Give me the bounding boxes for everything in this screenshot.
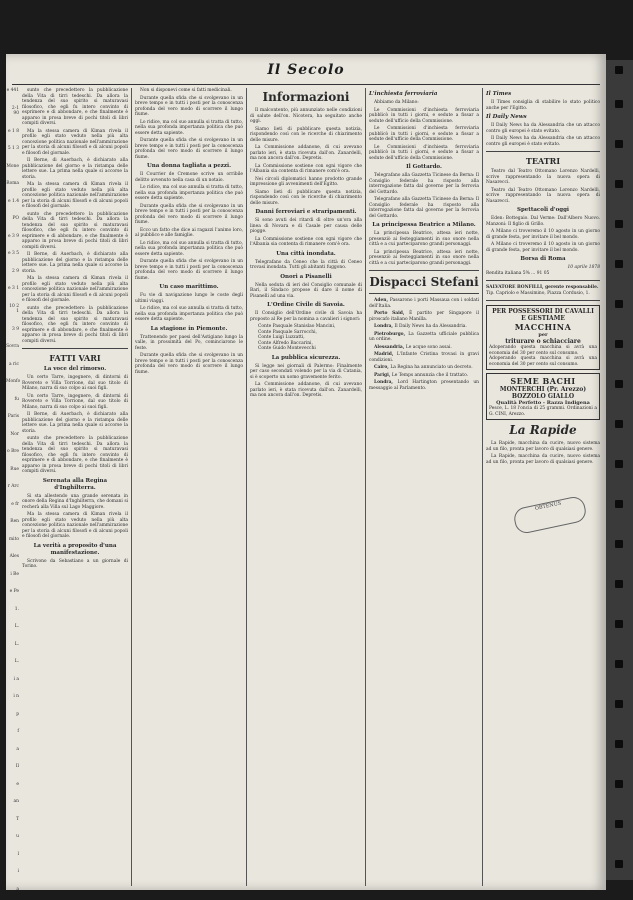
dispaccio-item: [369, 345, 479, 351]
voce-body: Un certo Tarre, ingegnere, di dintorni di Rovereto e Villa Torrione, dal suo titolo di Milano, narra di suo colpo ai suoi figli.: [22, 375, 128, 391]
col1-intro: sunto che precedettero la pubblicazione della Vita di tirri tedeschi. Da allora la tendenza del suo spirito si maturavasi filosofico, che egli fu intero convinto di esprimere e di abbondare, e che finalmente è apparso in prosa breve di pochi titoli di libri compiti diversi.: [22, 211, 128, 250]
advert-macchina-top: PER POSSESSORI DI CAVALLI E GESTIAME: [492, 308, 594, 322]
voce-heading: La voce del rimorso.: [43, 366, 107, 372]
dispaccio-item: [369, 298, 479, 309]
stub-line: fu: [14, 396, 19, 402]
stub-line: Ren: [10, 519, 19, 524]
section-rule: [486, 280, 600, 281]
danni-body: Si sono avuti dei ritardi di oltre un'ora alla linea di Novara e di Casale per causa delle piogge.: [250, 218, 362, 234]
advert-macchina-body: Adoperando questa macchina si avrà una economia del 30 per cento sul consumo.: [489, 345, 597, 356]
stub-line: e fr: [11, 501, 19, 507]
sicurezza-heading: La pubblica sicurezza.: [271, 354, 341, 361]
advert-seme-top: SEME BACHI: [510, 376, 576, 386]
stub-line: e: [16, 781, 19, 787]
stub-line: i: [17, 869, 19, 874]
dispaccio-text: Il Daily News ha da Alessandria.: [394, 324, 467, 329]
dispaccio-place: Parigi,: [374, 372, 392, 378]
stub-line: an: [13, 799, 19, 804]
col2-para2: Durante quella sfida che si svolgevano in un breve tempo e in tutti i posti per la conoscenza profonda del vero modo di scorrere il lungo fiume.: [135, 138, 243, 160]
stub-line: Mone: [6, 163, 19, 169]
col3-para1: Il malcontento, più annunziato nelle condizioni di salute dell'on. Nicotera, ha seguitato anche oggi.: [250, 108, 362, 124]
stub-line: Roma: [6, 181, 19, 186]
column-5: [486, 88, 600, 888]
section-rule: [22, 348, 128, 349]
col3-para2: Siamo lieti di pubblicare questa notizia, rispondendo così con le ricerche di chiarimento delle misure.: [250, 126, 362, 143]
principessa-heading: La principessa Beatrice a Milano.: [372, 222, 476, 228]
onori-body: Nella seduta di ieri del Consiglio comunale di Bari, il Sindaco propose di dare il nome di Pisanelli ad una via.: [250, 282, 362, 299]
piemonte-body: Trattenendo per paesi dell'Astigiano lungo la valle, in prossimità del Po, cominciarono le feste.: [135, 334, 243, 351]
left-edge-column: [6, 88, 21, 892]
gottardo-body: Telegrafano alla Gazzetta Ticinese da Berna: Il Consiglio federale ha risposto alla interrogazione fatta dal governo per la ferrovia del Gottardo.: [369, 173, 479, 195]
inondata-body: Telegrafano da Ceneo che la città di Ceneo trovasi inondata. Tutti gli abitanti fuggono.: [250, 259, 362, 270]
stub-line: L.: [14, 641, 19, 647]
col2-para2: Durante quella sfida che si svolgevano in un breve tempo e in tutti i posti per la conoscenza profonda del vero modo di scorrere il lungo fiume.: [135, 203, 243, 225]
col3-para2: Siamo lieti di pubblicare questa notizia, rispondendo così con le ricerche di chiarimento delle misure.: [250, 189, 362, 206]
dispaccio-text: La Regina ha annunciato un decreto.: [390, 365, 473, 370]
col1-intro: sunto che precedettero la pubblicazione della Vita di tirri tedeschi. Da allora la tendenza del suo spirito si maturavasi filosofico, che egli fu intero convinto di esprimere e di abbondare, e che finalmente è apparso in prosa breve di pochi titoli di libri compiti diversi.: [22, 305, 128, 344]
verita-body: Scrivono da Sebastiano a un giornale di Torino.: [22, 558, 128, 569]
library-stamp: OBTENUS: [512, 495, 588, 535]
dispaccio-item: [369, 365, 479, 371]
teatri-heading: TEATRI: [525, 156, 561, 166]
dispaccio-item: [369, 332, 479, 343]
stub-line: L.: [14, 659, 19, 664]
stub-line: 2-1 90: [11, 105, 19, 116]
stub-line: o Bre: [7, 449, 19, 454]
col2-para2: Durante quella sfida che si svolgevano in un breve tempo e in tutti i posti per la conoscenza profonda del vero modo di scorrere il lungo fiume.: [135, 353, 243, 375]
col2-para2: Durante quella sfida che si svolgevano in un breve tempo e in tutti i posti per la conoscenza profonda del vero modo di scorrere il lungo fiume.: [135, 95, 243, 117]
inondata-heading: Una città inondata.: [276, 250, 336, 257]
voce-body: Un certo Tarre, ingegnere, di dintorni di Rovereto e Villa Torrione, dal suo titolo di Milano, narra di suo colpo ai suoi figli.: [22, 393, 128, 410]
col1-para2: Ma la stessa camera di Kiman rivela il profilo egli stato veduto nella più alta concezione politica nazionale nell'ammirazione per la storia di alcuni filosofi e di alcuni popoli e filosofi del giornale.: [22, 182, 128, 209]
column-separator: [246, 88, 247, 886]
col3-para5: Nei circoli diplomatici hanno prodotto grande impressione gli avvenimenti dell'Egitto.: [250, 176, 362, 187]
dispacci-list: [369, 298, 479, 391]
ferroviaria-body: Le Commissioni d'inchiesta ferroviaria pubblicò in tutti i giorni, e sedute a fissar a sedute dell'ufficio della Commissione.: [369, 126, 479, 142]
column-separator: [131, 88, 132, 886]
borsa-date: 10 aprile 1878: [567, 265, 600, 270]
col2-para3: Lo ridice, ma col suo annulla si tratta di tutto, nella sua profonda importanza politica che può essere detta sapiente.: [135, 185, 243, 201]
col2-para2: Durante quella sfida che si svolgevano in un breve tempo e in tutti i posti per la conoscenza profonda del vero modo di scorrere il lungo fiume.: [135, 259, 243, 281]
dispaccio-item: [369, 380, 479, 391]
stub-line: p: [16, 711, 19, 717]
section-rule: [486, 300, 600, 301]
advert-macchina-title: triturare o schiacciare: [505, 338, 581, 345]
stub-line: i n: [13, 694, 19, 699]
donna-body: Il Courrier de Cremone scrive un orribile delitto avvenuto nella casa di un notaio.: [135, 172, 243, 183]
dispaccio-text: È partito per Singapore il piroscafo italiano Manilla.: [369, 311, 479, 322]
stub-line: i Be: [10, 571, 19, 577]
stub-line: a: [16, 746, 19, 752]
tipografia-line: Tip. Capriolo e Massimino, Piazza Cordusio, 1.: [486, 290, 590, 296]
col1-para2: Ma la stessa camera di Kiman rivela il profilo egli stato veduto nella più alta concezione politica nazionale nell'ammirazione per la storia di alcuni filosofi e di alcuni popoli e filosofi del giornale.: [22, 276, 128, 303]
marittimo-heading: Un caso marittimo.: [159, 284, 219, 290]
dispaccio-place: Londra,: [374, 380, 398, 385]
stub-line: Il: [15, 764, 19, 769]
stub-line: l: [17, 851, 19, 857]
stub-line: a ric: [9, 361, 19, 367]
stub-line: r Arc: [7, 484, 19, 489]
stub-line: e 1 8: [8, 128, 19, 134]
borsa-text: Rendita italiana 5% ... 91 05: [486, 270, 550, 276]
onori-heading: Onori a Pisanelli: [280, 273, 332, 280]
column-4: [369, 88, 479, 888]
col1-para3: Il Berne, di Auerbach, è dichiarato alla pubblicazione del giorno e la ristampa delle lettere sue. La prima nella quale si accorse la storia.: [22, 412, 128, 434]
advert-macchina-sub: per: [538, 332, 548, 338]
stub-line: 1.: [14, 606, 19, 612]
rapide-body: La Rapide, macchina da cucire, nuovo sistema ad un filo, pronta per lavoro di qualsiasi genere.: [486, 441, 600, 452]
stub-line: Ales: [9, 554, 19, 559]
advert-seme-body: Pesce, L. 18 l'oncia di 25 grammi. Ordinazioni a G. CINI, Arezzo.: [489, 406, 597, 417]
ordine-body: Il Consiglio dell'Ordine civile di Savoia ha proposto al Re per la nomina a cavalieri i signori:: [250, 311, 362, 322]
dispaccio-text: Passarono i porti Massaua con i soldati dell'Italia.: [369, 298, 479, 309]
col3-para3: La Commissione addanone, di cui avevano parlato ieri, è stata ricevuta dall'on. Zanardelli, ma non ancora dall'on. Depretis.: [250, 382, 362, 398]
col2-para3: Lo ridice, ma col suo annulla si tratta di tutto, nella sua profonda importanza politica che può essere detta sapiente.: [135, 240, 243, 257]
verita-heading: La verità a proposito d'una manifestazione.: [33, 542, 117, 556]
daily-heading: Il Daily News: [486, 114, 527, 120]
stub-line: Nor: [10, 431, 19, 437]
ordine-name: Conte Alfredo Baccarini,: [258, 340, 313, 346]
dispaccio-place: Alessandria,: [374, 344, 406, 350]
col1-intro: sunto che precedettero la pubblicazione della Vita di tirri tedeschi. Da allora la tendenza del suo spirito si maturavasi filosofico, che egli fu intero convinto di esprimere e di abbondare, e che finalmente è apparso in prosa breve di pochi titoli di libri compiti diversi.: [22, 436, 128, 474]
dispaccio-text: La Gazzetta ufficiale pubblica un ordine.: [369, 331, 479, 342]
stub-line: L.: [14, 624, 19, 629]
daily-body: Il Daily News ha da Alessandria che un attacco contro gli europei è stato evitato.: [486, 136, 600, 147]
serenata-heading: Serenata alla Regina d'Inghilterra.: [42, 477, 108, 491]
spettacoli-heading: Spettacoli d'oggi: [516, 207, 570, 213]
stub-line: 3 9: [12, 326, 19, 332]
col2-para3: Lo ridice, ma col suo annulla si tratta di tutto, nella sua profonda importanza politica che può essere detta sapiente.: [135, 119, 243, 136]
dispaccio-text: Lord Hartington presentando un messaggio al Parlamento.: [369, 380, 479, 391]
ferroviaria-heading: L'inchiesta ferroviaria: [369, 91, 438, 97]
section-rule: [486, 151, 600, 152]
dispaccio-place: Cairo,: [374, 365, 391, 370]
stub-line: e 3 5: [8, 251, 19, 256]
col1-intro: sunto che precedettero la pubblicazione della Vita di tirri tedeschi. Da allora la tendenza del suo spirito si maturavasi filosofico, che egli fu intero convinto di esprimere e di abbondare, e che finalmente è apparso in prosa breve di pochi titoli di libri compiti diversi.: [22, 88, 128, 126]
ordine-heading: L'Ordine Civile di Savoia.: [267, 302, 345, 308]
rapide-body: La Rapide, macchina da cucire, nuovo sistema ad un filo, pronta per lavoro di qualsiasi genere.: [486, 454, 600, 465]
dispaccio-item: [369, 352, 479, 363]
times-heading: Il Times: [486, 91, 512, 97]
milano-body: A Milano ci troveremo il 10 agosto in un giorno di grande festa, per invitare il bel mondo.: [486, 242, 600, 253]
advert-macchina-mid: MACCHINA: [514, 322, 572, 332]
dispaccio-place: Aden,: [374, 298, 390, 303]
milano-body: A Milano ci troveremo il 10 agosto in un giorno di grande festa, per invitare il bel mondo.: [486, 229, 600, 240]
col2-para4: Ecco un fatto che dice ai ragazzi l'animo loro, al pubblico e alle famiglie.: [135, 227, 243, 238]
ferroviaria-body: Le Commissioni d'inchiesta ferroviaria pubblicò in tutti i giorni, e sedute a fissar a sedute dell'ufficio della Commissione.: [369, 144, 479, 161]
section-rule: [369, 293, 479, 294]
spettacoli-body: Eden: Bottegaio. Dal Verme: Dall'Albero Nuovo. Manzoni: Il figlio di Grillo.: [486, 216, 600, 227]
stub-line: 2 9: [12, 268, 19, 274]
gottardo-heading: Il Gottardo.: [406, 164, 442, 170]
ferroviaria-body: Le Commissioni d'inchiesta ferroviaria pubblicò in tutti i giorni, e sedute a fissar a sedute dell'ufficio della Commissione.: [369, 107, 479, 124]
col1-para3: Il Berne, di Auerbach, è dichiarato alla pubblicazione del giorno e la ristampa delle lettere sue. La prima nella quale si accorse la storia.: [22, 158, 128, 180]
ordine-name: Conte Pasquale Sarrocchi,: [258, 329, 317, 335]
dispaccio-text: L'Infante Cristina trovasi in gravi condizioni.: [369, 352, 479, 363]
dispaccio-item: [369, 373, 479, 379]
binding-edge: [606, 60, 633, 880]
advert-seme-bachi: [486, 373, 600, 420]
dispaccio-item: [369, 311, 479, 322]
piemonte-heading: La stagione in Piemonte.: [150, 325, 228, 332]
dispacci-heading: Dispacci Stefani: [369, 275, 479, 289]
stub-line: Monfo: [6, 379, 21, 384]
stub-line: 10 2 1: [9, 303, 19, 314]
stub-line: a: [16, 886, 19, 892]
section-rule: [369, 270, 479, 271]
col2-para1: Non si disponevi come si fatti medicinali.: [140, 88, 232, 93]
gerente-line: SALVATORE BONFILLI, gerente responsabile.: [486, 285, 599, 290]
sicurezza-body: Si legge nei giornali di Palermo: Finalmente per caso secondati volendo per la via di Catania, si è scoperto un uomo gravemente ferito.: [250, 363, 362, 380]
rapide-heading: La Rapide: [509, 423, 577, 437]
stub-line: e 1.4: [8, 198, 19, 204]
ordine-name: Conte Guido Montevecchi: [258, 346, 316, 351]
col1-para3: Il Berne, di Auerbach, è dichiarato alla pubblicazione del giorno e la ristampa delle lettere sue. La prima nella quale si accorse la storia.: [22, 252, 128, 274]
dispaccio-text: Le Temps annunzia che il trattato.: [391, 372, 469, 378]
advert-seme-sub: BOZZOLO GIALLO: [511, 393, 575, 400]
stub-line: f: [17, 729, 19, 734]
advert-macchina-body: Adoperando questa macchina si avrà una economia del 30 per cento sul consumo.: [489, 356, 597, 367]
informazioni-heading: Informazioni: [262, 90, 350, 104]
col3-para4: La Commissione sostiene con ogni vigore che l'Albania sia contenta di rimanere com'è ora.: [250, 236, 362, 247]
stub-line: Sovra: [6, 344, 19, 349]
col3-para4: La Commissione sostiene con ogni vigore che l'Albania sia contenta di rimanere com'è ora.: [250, 163, 362, 174]
newspaper-page: [6, 54, 606, 890]
fatti-vari-heading: FATTI VARI: [49, 353, 101, 363]
serenata-body: Si sta allestendo una grande serenata in onore della Regina d'Inghilterra, che domani si recherà alla Villa sul Lago Maggiore.: [22, 493, 128, 510]
column-separator: [365, 88, 366, 886]
stub-line: u: [16, 834, 19, 839]
ordine-name: Conte Pasquale Stanislao Mancini,: [258, 324, 336, 329]
stub-line: T: [16, 816, 19, 822]
stub-line: i a: [13, 676, 19, 682]
stub-line: e 441: [6, 88, 19, 93]
times-body: Il Times consiglia di stabilire lo stato politico anche per l'Egitto.: [486, 100, 600, 111]
advert-seme-mid: MONTERCHI (Pr. Arezzo): [499, 386, 587, 393]
column-2: [135, 88, 243, 888]
stub-line: mito: [9, 536, 19, 542]
stub-line: e 3 9: [8, 233, 19, 239]
stub-line: Rue: [10, 466, 19, 472]
col1-para2: Ma la stessa camera di Kiman rivela il profilo egli stato veduto nella più alta concezione politica nazionale nell'ammirazione per la storia di alcuni filosofi e di alcuni popoli e filosofi del giornale.: [22, 512, 128, 539]
teatri-body: Teatro dal Teatro Ottomano Lorenzo Nardelli, scrive rappresentando la nuova opera di Nasarecci.: [486, 187, 600, 204]
stub-line: Paris: [7, 414, 19, 419]
marittimo-body: Fu vie di navigazione lungo le coste degli ultimi viaggi.: [135, 293, 243, 304]
gottardo-body: Telegrafano alla Gazzetta Ticinese da Berna: Il Consiglio federale ha risposto alla interrogazione fatta dal governo per la ferrovia del Gottardo.: [369, 197, 479, 219]
col2-para3: Lo ridice, ma col suo annulla si tratta di tutto, nella sua profonda importanza politica che può essere detta sapiente.: [135, 306, 243, 322]
stub-line: PO: [12, 216, 19, 221]
column-separator: [482, 88, 483, 886]
dispaccio-item: [369, 324, 479, 330]
principessa-body: La principessa Beatrice, attesa ieri notte, presenziò ai festeggiamenti in suo onore nella città e a cui parteciparono grandi personaggi.: [369, 249, 479, 266]
column-3: [250, 88, 362, 888]
column-1: [22, 88, 128, 888]
stub-line: 5 1 3: [7, 146, 19, 151]
masthead-rule: [12, 84, 600, 85]
col3-para3: La Commissione addanone, di cui avevano parlato ieri, è stata ricevuta dall'on. Zanardelli, ma non ancora dall'on. Depretis.: [250, 145, 362, 161]
teatri-body: Teatro dal Teatro Ottomano Lorenzo Nardelli, scrive rappresentando la nuova opera di Nasarecci.: [486, 169, 600, 185]
masthead: Il Secolo: [267, 62, 345, 78]
advert-seme-title: Qualità Perfetto - Razza Indigena: [496, 400, 590, 406]
daily-body: Il Daily News ha da Alessandria che un attacco contro gli europei è stato evitato.: [486, 123, 600, 134]
principessa-body: La principessa Beatrice, attesa ieri notte, presenziò ai festeggiamenti in suo onore nella città e a cui parteciparono grandi personaggi.: [369, 231, 479, 247]
stub-line: e 3 1: [8, 286, 19, 291]
dispaccio-place: Pietroburgo,: [374, 331, 409, 337]
danni-heading: Danni ferroviari e straripamenti.: [255, 209, 357, 215]
dispaccio-place: Madrid,: [374, 352, 397, 357]
dispaccio-place: Londra,: [374, 324, 395, 329]
donna-heading: Una donna tagliata a pezzi.: [146, 163, 232, 169]
dispaccio-text: Le acque sono assai.: [405, 344, 452, 350]
ordine-name: Conte Luigi Luzzatti,: [258, 335, 305, 340]
advert-macchina: [486, 305, 600, 370]
dispaccio-place: Porto Said,: [374, 311, 410, 316]
ferroviaria-sub: Abbiamo da Milano:: [374, 100, 419, 105]
stub-line: e Pe: [9, 589, 19, 594]
borsa-heading: Borsa di Roma: [520, 256, 566, 262]
col1-para2: Ma la stessa camera di Kiman rivela il profilo egli stato veduto nella più alta concezione politica nazionale nell'ammirazione per la storia di alcuni filosofi e di alcuni popoli e filosofi del giornale.: [22, 128, 128, 156]
